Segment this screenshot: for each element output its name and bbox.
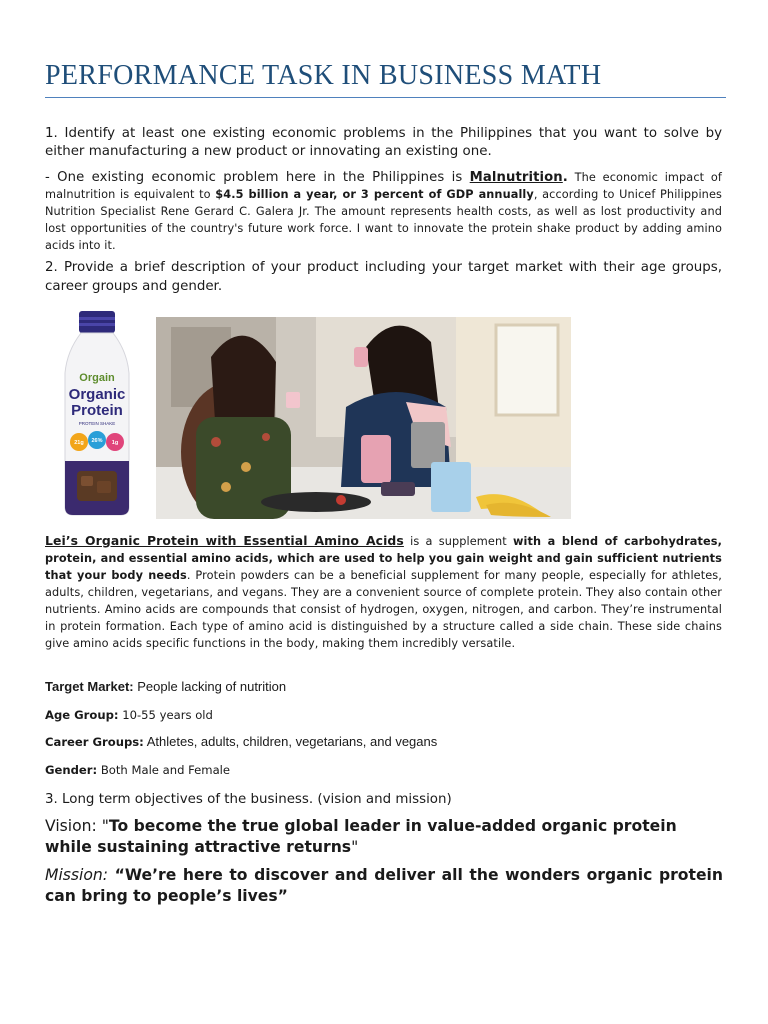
career-groups-value: Athletes, adults, children, vegetarians, and vegans — [143, 734, 438, 749]
question-1: 1. Identify at least one existing economic problems in the Philippines that you want to solve by either manufacturing a new product or innovating an existing one. — [45, 126, 722, 159]
age-group — [45, 707, 725, 723]
kitchen-photo — [156, 317, 571, 519]
bottle-name-line1: Organic — [68, 386, 126, 403]
product-description — [45, 532, 722, 652]
description-text: is a supplement — [403, 535, 513, 548]
vision-end: " — [351, 838, 359, 856]
mission-label: Mission: — [45, 866, 109, 884]
answer-1-text-2: , according to Unicef Philippines Nutrition Specialist Rene Gerard C. Galera Jr. The amount represents health costs, as well as lost productivity and lost opportunities of the country's future work force. I want to innovate the protein shake product by adding amino acids into it. — [45, 188, 722, 252]
svg-text:1g: 1g — [111, 440, 119, 446]
career-groups-label: Career Groups: — [45, 735, 144, 749]
bottle-subtitle: PROTEIN SHAKE — [78, 421, 116, 426]
description-text-2: . Protein powders can be a beneficial supplement for many people, especially for athletes, adults, children, vegetarians, and vegans. They are a convenient source of complete protein. They also contain other nutrients. Amino acids are compounds that consist of hydrogen, oxygen, nitrogen, and carbon. They’re instrumental in protein formation. Each type of amino acid is distinguished by a structure called a side chain. These side chains give amino acids specific functions in the body, making them incredibly versatile. — [45, 569, 722, 650]
answer-1-figure: $4.5 billion a year, or 3 percent of GDP annually — [215, 188, 534, 201]
protein-bottle-image — [55, 311, 139, 517]
bottle-name-line2: Protein — [71, 402, 123, 419]
svg-text:21g: 21g — [74, 440, 84, 446]
page-title: PERFORMANCE TASK IN BUSINESS MATH — [45, 60, 602, 91]
answer-1-text: The economic impact of malnutrition is equivalent to — [45, 171, 722, 201]
question-3: 3. Long term objectives of the business. (vision and mission) — [45, 792, 452, 807]
description-bold: with a blend of carbohydrates, protein, and essential amino acids, which are used to help you gain weight and gain sufficient nutrients that your body needs — [45, 535, 722, 582]
title-underline — [45, 97, 726, 98]
svg-text:26%: 26% — [91, 438, 103, 444]
bottle-brand: Orgain — [79, 372, 115, 384]
answer-1-lead: - One existing economic problem here in the Philippines is — [45, 170, 470, 185]
gender-value: Both Male and Female — [97, 763, 231, 777]
product-name: Lei’s Organic Protein with Essential Amino Acids — [45, 533, 404, 548]
target-market — [45, 679, 725, 695]
vision-statement — [45, 816, 725, 858]
question-2: 2. Provide a brief description of your product including your target market with their age groups, career groups and gender. — [45, 260, 722, 294]
vision-text: To become the true global leader in value-added organic protein while sustaining attractive returns — [45, 817, 677, 856]
answer-1-problem: Malnutrition — [469, 170, 563, 185]
answer-1 — [45, 169, 722, 254]
mission-text: “We’re here to discover and deliver all the wonders organic protein can bring to people’s lives” — [45, 866, 723, 905]
age-group-label: Age Group: — [45, 708, 119, 722]
gender-label: Gender: — [45, 763, 98, 777]
age-group-value: 10-55 years old — [118, 708, 213, 722]
mission-statement — [45, 865, 723, 907]
vision-label: Vision: " — [45, 817, 109, 835]
target-market-value: People lacking of nutrition — [133, 679, 287, 694]
answer-1-dot: . — [562, 170, 568, 185]
target-market-label: Target Market: — [45, 679, 134, 694]
gender — [45, 762, 725, 778]
career-groups — [45, 734, 725, 750]
